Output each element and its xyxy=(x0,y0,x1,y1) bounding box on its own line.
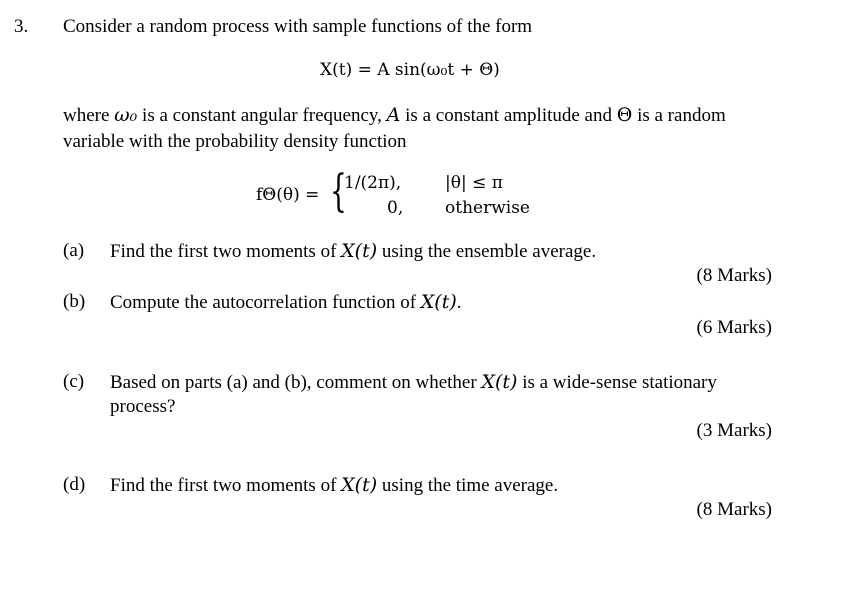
pdf-case1-value: 1/(2π), xyxy=(344,173,402,193)
part-c-text-a: Based on parts (a) and (b), comment on whether xyxy=(110,372,482,393)
part-b-text-a: Compute the autocorrelation function of xyxy=(110,292,421,313)
part-d-label: (d) xyxy=(63,474,86,495)
part-a-text xyxy=(110,240,596,263)
part-c-marks: (3 Marks) xyxy=(696,420,772,441)
part-d-math: X(t) xyxy=(341,474,378,496)
part-a-marks: (8 Marks) xyxy=(696,265,772,286)
part-d-text-a: Find the first two moments of xyxy=(110,475,342,496)
part-c-math: X(t) xyxy=(481,371,518,393)
part-d-text xyxy=(110,474,558,497)
where-text-d: is a random xyxy=(632,105,726,126)
part-a-label: (a) xyxy=(63,240,85,261)
where-text-c: is a constant amplitude and xyxy=(400,105,617,126)
pdf-lhs: fΘ(θ) = xyxy=(256,185,320,205)
main-equation: X(t) = A sin(ω₀t + Θ) xyxy=(320,60,500,80)
part-b-text xyxy=(110,291,462,314)
part-a-math: X(t) xyxy=(341,240,378,262)
part-c-text-line2: process? xyxy=(110,396,176,417)
amplitude-symbol: A xyxy=(386,104,401,126)
question-intro: Consider a random process with sample functions of the form xyxy=(63,16,533,37)
where-text-b: is a constant angular frequency, xyxy=(137,105,387,126)
omega0-symbol: ω₀ xyxy=(114,104,138,126)
part-b-label: (b) xyxy=(63,291,86,312)
pdf-case1-condition: |θ| ≤ π xyxy=(445,173,503,193)
part-c-label: (c) xyxy=(63,371,85,392)
pdf-case2-condition: otherwise xyxy=(445,198,530,218)
part-d-text-b: using the time average. xyxy=(377,475,559,496)
where-line-2: variable with the probability density function xyxy=(63,131,407,152)
part-c-text xyxy=(110,371,717,394)
part-b-marks: (6 Marks) xyxy=(696,317,772,338)
pdf-case2-value: 0, xyxy=(387,198,404,218)
question-number: 3. xyxy=(14,16,29,37)
where-line-1 xyxy=(63,104,726,127)
pdf-brace: { xyxy=(330,166,347,217)
part-b-text-b: . xyxy=(456,292,462,313)
part-d-marks: (8 Marks) xyxy=(696,499,772,520)
part-b-math: X(t) xyxy=(420,291,457,313)
part-c-text-b: is a wide-sense stationary xyxy=(517,372,717,393)
part-a-text-b: using the ensemble average. xyxy=(377,241,597,262)
where-text-a: where xyxy=(63,105,115,126)
theta-symbol: Θ xyxy=(616,104,633,126)
part-a-text-a: Find the first two moments of xyxy=(110,241,342,262)
